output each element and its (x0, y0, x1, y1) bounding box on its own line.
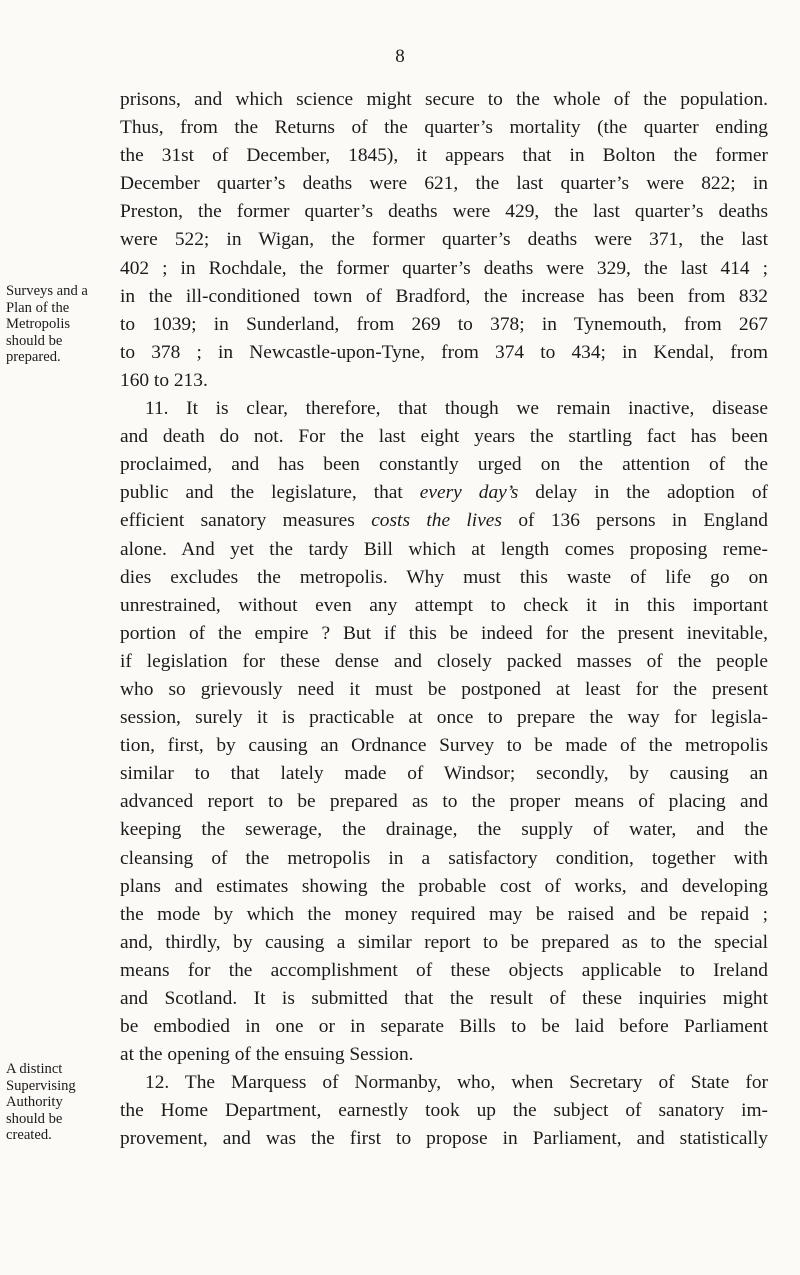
text-line: December quarter’s deaths were 621, the last quarter’s were 822; in (120, 173, 768, 195)
text-line: portion of the empire ? But if this be indeed for the present inevitable, (120, 622, 768, 644)
text-line: plans and estimates showing the probable cost of works, and developing (120, 875, 768, 897)
text-line: unrestrained, without even any attempt to check it in this important (120, 594, 768, 616)
margin-note-surveys (6, 283, 116, 366)
text-line: in the ill-conditioned town of Bradford, the increase has been from 832 (120, 285, 768, 307)
text-line: session, surely it is practicable at once to prepare the way for legisla- (120, 707, 768, 729)
text-line: the Home Department, earnestly took up the subject of sanatory im- (120, 1100, 768, 1122)
italic-phrase: costs the lives (371, 510, 502, 532)
text-line: and death do not. For the last eight years the startling fact has been (120, 426, 768, 448)
text-line: be embodied in one or in separate Bills to be laid before Parliament (120, 1016, 768, 1038)
margin-note-line: Metropolis (6, 316, 71, 333)
text-line: public and the legislature, that every day’s delay in the adoption of (120, 482, 768, 504)
text-line: 11. It is clear, therefore, that though we remain inactive, disease (145, 398, 768, 420)
text-line: keeping the sewerage, the drainage, the supply of water, and the (120, 819, 768, 841)
text-line: Thus, from the Returns of the quarter’s mortality (the quarter ending (120, 117, 768, 139)
margin-note-line: created. (6, 1127, 52, 1144)
text-line: and, thirdly, by causing a similar report to be prepared as to the special (120, 931, 768, 953)
margin-note-line: should be (6, 332, 63, 349)
text-line: tion, first, by causing an Ordnance Survey to be made of the metropolis (120, 735, 768, 757)
margin-note-line: should be (6, 1110, 63, 1127)
text-line: efficient sanatory measures costs the lives of 136 persons in England (120, 510, 768, 532)
text-line: who so grievously need it must be postponed at least for the present (120, 678, 768, 700)
text-line: alone. And yet the tardy Bill which at length comes proposing reme- (120, 538, 768, 560)
margin-note-supervising-authority (6, 1061, 116, 1144)
text-line: to 378 ; in Newcastle-upon-Tyne, from 374 to 434; in Kendal, from (120, 341, 768, 363)
text-line: the 31st of December, 1845), it appears that in Bolton the former (120, 145, 768, 167)
text-line: to 1039; in Sunderland, from 269 to 378; in Tynemouth, from 267 (120, 313, 768, 335)
text-line: means for the accomplishment of these objects applicable to Ireland (120, 959, 768, 981)
margin-note-line: Plan of the (6, 299, 70, 316)
text-line: dies excludes the metropolis. Why must this waste of life go on (120, 566, 768, 588)
text-line: cleansing of the metropolis in a satisfactory condition, together with (120, 847, 768, 869)
text-line: 160 to 213. (120, 369, 208, 391)
text-line: and Scotland. It is submitted that the result of these inquiries might (120, 988, 768, 1009)
margin-note-line: Authority (6, 1094, 63, 1111)
text-line: were 522; in Wigan, the former quarter’s deaths were 371, the last (120, 229, 768, 251)
margin-note-line: Supervising (6, 1077, 76, 1094)
italic-phrase: every day’s (419, 482, 519, 504)
body-text (120, 86, 768, 1154)
text-line: at the opening of the ensuing Session. (120, 1044, 414, 1066)
text-line: if legislation for these dense and closely packed masses of the people (120, 650, 768, 672)
text-line: advanced report to be prepared as to the proper means of placing and (120, 791, 768, 813)
margin-note-line: A distinct (6, 1061, 63, 1077)
text-line: Preston, the former quarter’s deaths were 429, the last quarter’s deaths (120, 201, 768, 223)
page-number: 8 (395, 46, 405, 67)
text-line: provement, and was the first to propose in Parliament, and statistically (120, 1128, 768, 1150)
text-line: prisons, and which science might secure to the whole of the population. (120, 89, 768, 110)
text-line: proclaimed, and has been constantly urged on the attention of the (120, 454, 768, 476)
text-line: 402 ; in Rochdale, the former quarter’s deaths were 329, the last 414 ; (120, 257, 768, 279)
margin-note-line: Surveys and a (6, 283, 88, 299)
text-line: similar to that lately made of Windsor; secondly, by causing an (120, 763, 768, 785)
text-line: the mode by which the money required may be raised and be repaid ; (120, 903, 768, 925)
margin-note-line: prepared. (6, 349, 61, 366)
text-line: 12. The Marquess of Normanby, who, when Secretary of State for (145, 1072, 768, 1094)
